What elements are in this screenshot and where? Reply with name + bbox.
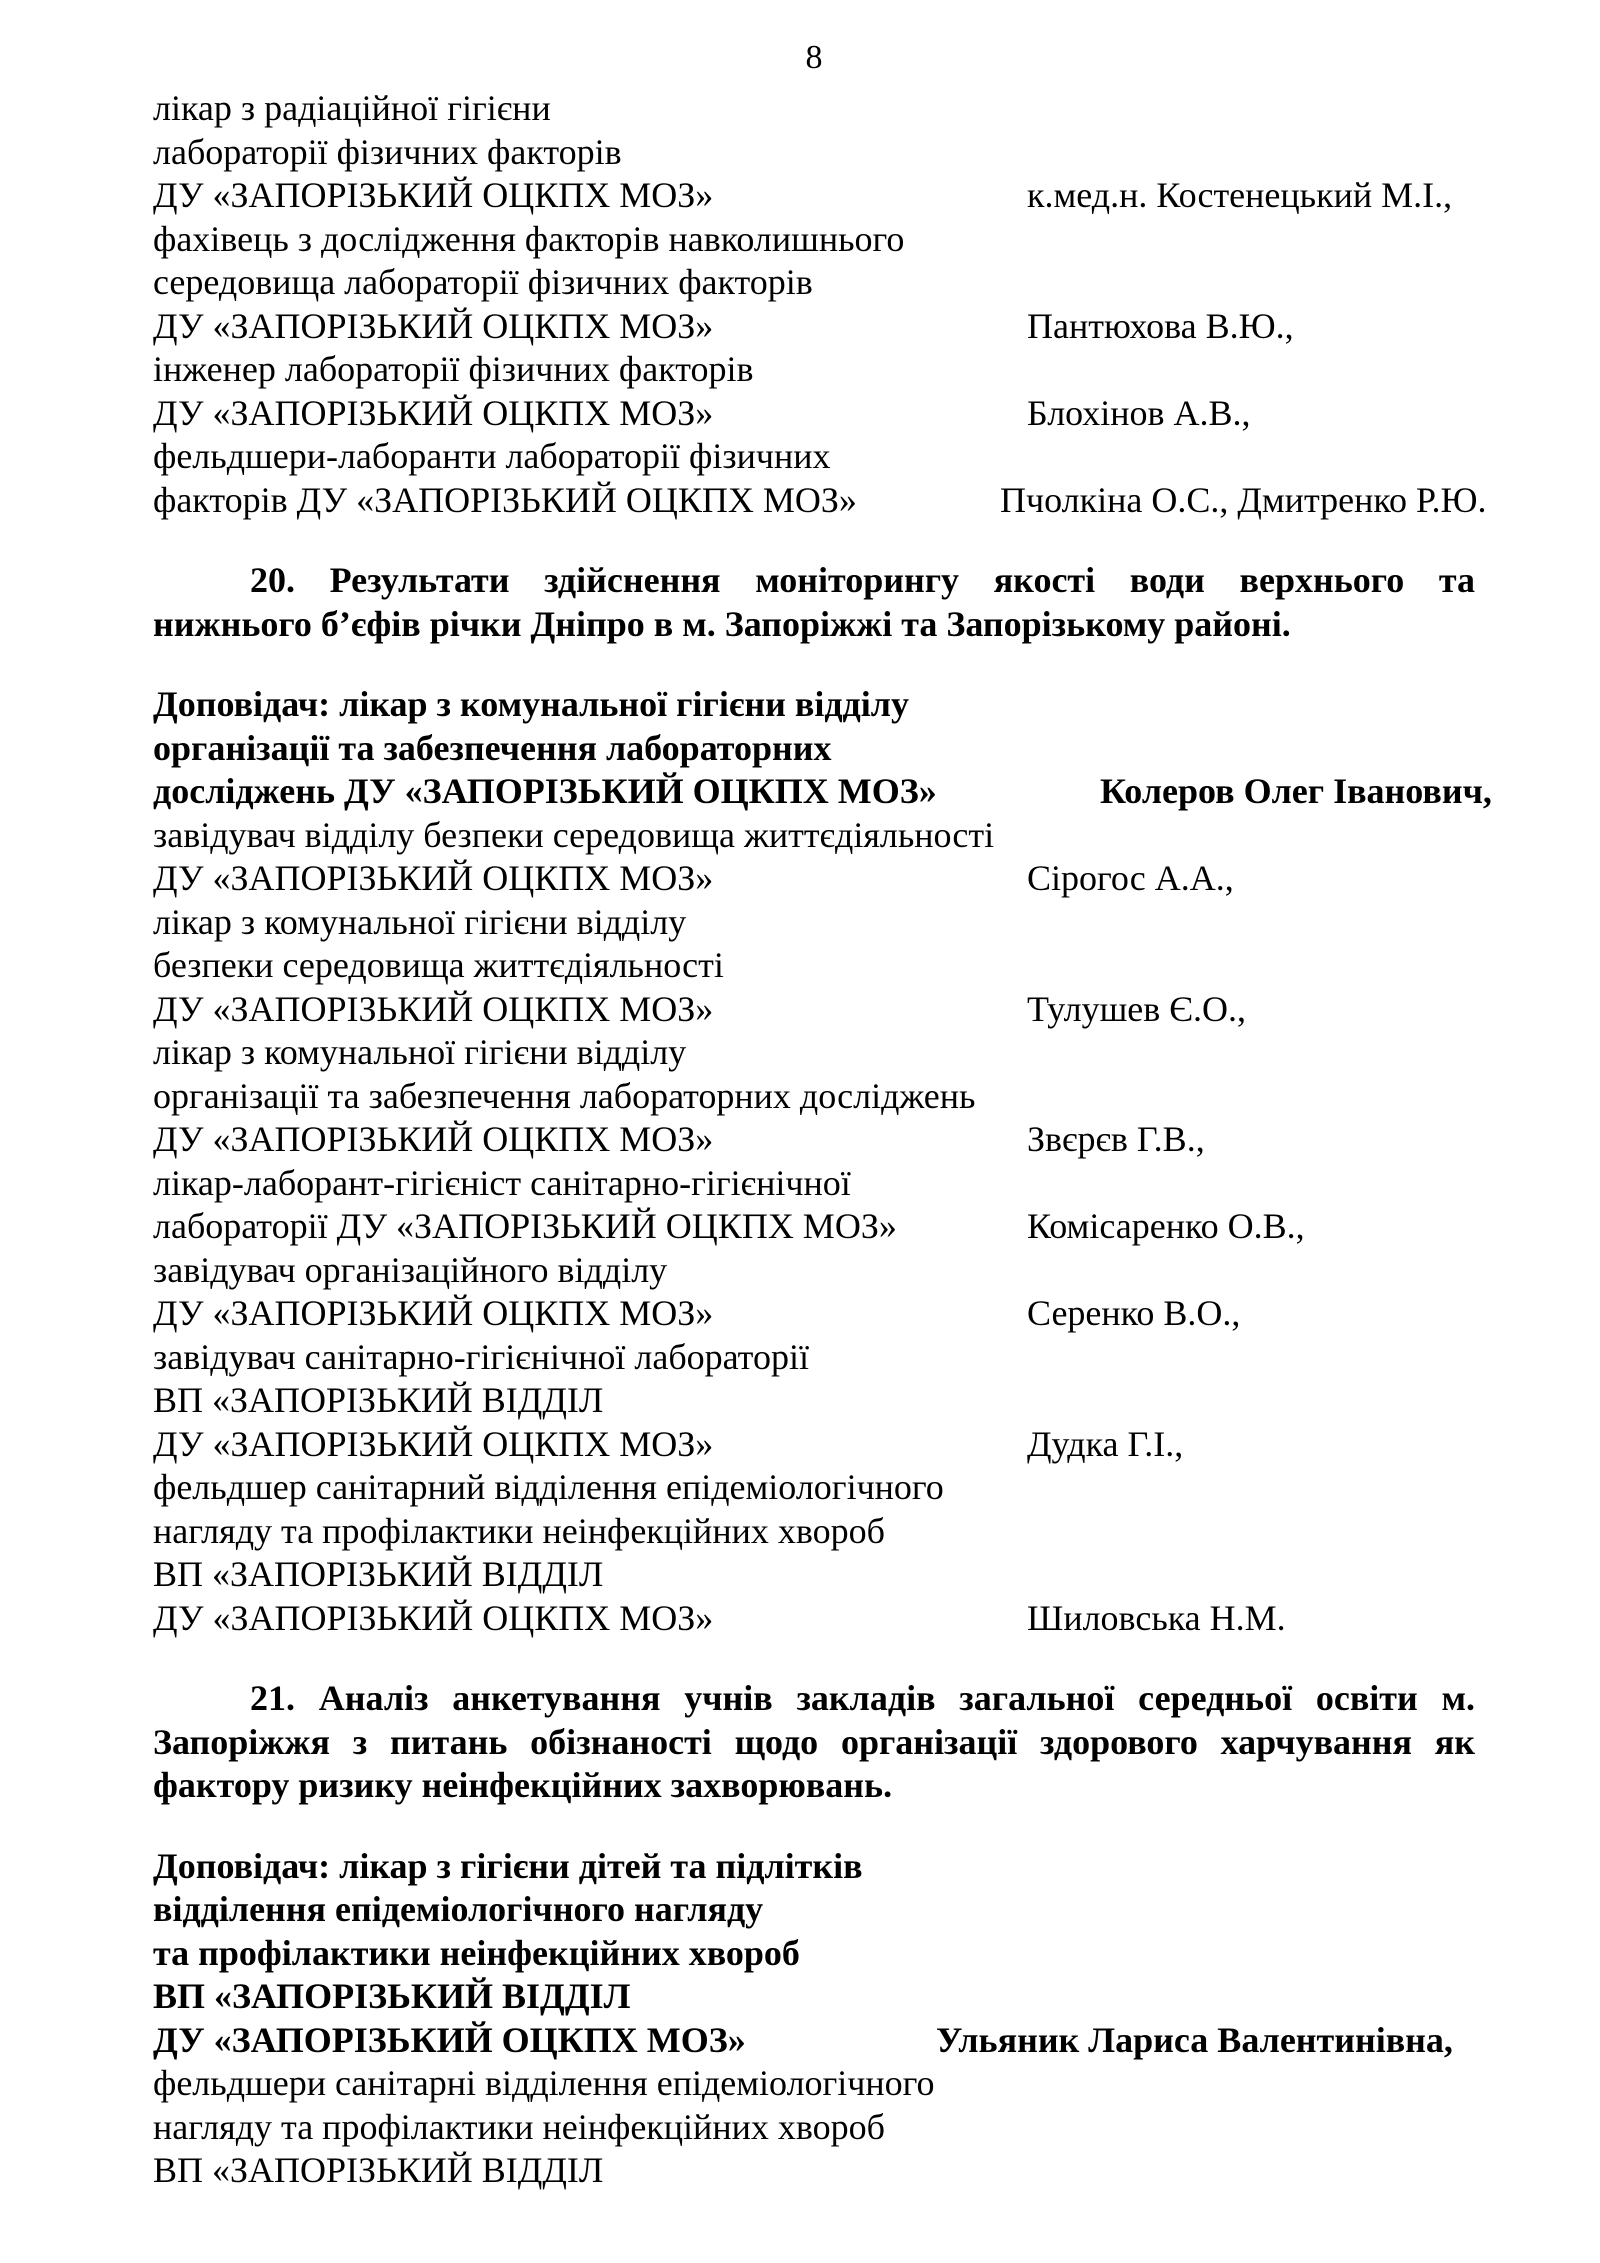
position-text: ВП «ЗАПОРІЗЬКИЙ ВІДДІЛ	[153, 1976, 631, 2016]
person-name: Дудка Г.І.,	[1027, 1423, 1184, 1464]
position-text: лабораторії фізичних факторів	[153, 131, 622, 172]
text-row	[153, 1249, 1475, 1293]
position-text: ДУ «ЗАПОРІЗЬКИЙ ОЦКПХ МОЗ»	[153, 392, 714, 433]
person-name: Колеров Олег Іванович,	[1100, 771, 1492, 811]
text-row	[153, 2149, 1475, 2193]
text-row	[153, 1118, 1475, 1162]
text-row	[153, 901, 1475, 945]
text-row	[153, 435, 1475, 479]
paragraph-line: Запоріжжя з питань обізнаності щодо організації здорового харчування як	[153, 1721, 1475, 1762]
text-row	[153, 261, 1475, 305]
position-text: завідувач організаційного відділу	[153, 1249, 668, 1290]
text-row	[153, 1031, 1475, 1075]
text-row	[153, 1205, 1475, 1249]
text-row	[153, 1888, 1475, 1932]
text-row	[153, 87, 1475, 131]
text-row	[153, 1510, 1475, 1554]
position-text: факторів ДУ «ЗАПОРІЗЬКИЙ ОЦКПХ МОЗ»	[153, 479, 857, 520]
position-text: ДУ «ЗАПОРІЗЬКИЙ ОЦКПХ МОЗ»	[153, 1293, 714, 1333]
text-row	[153, 1553, 1475, 1597]
position-text: завідувач санітарно-гігієнічної лабораторії	[153, 1336, 809, 1377]
speakers-list-item-20	[153, 683, 1492, 1640]
text-row	[153, 988, 1475, 1032]
text-row	[153, 770, 1492, 814]
text-row	[153, 479, 1487, 523]
position-text: Доповідач: лікар з гігієни дітей та підлітків	[153, 1845, 863, 1886]
document-body	[153, 87, 1492, 2193]
text-row	[153, 2106, 1475, 2150]
position-text: завідувач відділу безпеки середовища життєдіяльності	[153, 814, 995, 855]
text-row	[153, 305, 1475, 349]
position-text: ДУ «ЗАПОРІЗЬКИЙ ОЦКПХ МОЗ»	[153, 1423, 714, 1464]
text-row	[153, 727, 1475, 771]
paragraph-line: нижнього б’єфів річки Дніпро в м. Запоріжжі та Запорізькому районі.	[153, 603, 1291, 644]
text-row	[153, 1162, 1475, 1206]
position-text: інженер лабораторії фізичних факторів	[153, 349, 754, 389]
position-text: лікар-лаборант-гігієніст санітарно-гігієнічної	[153, 1162, 851, 1203]
position-text: та профілактики неінфекційних хвороб	[153, 1932, 800, 1973]
position-text: ВП «ЗАПОРІЗЬКИЙ ВІДДІЛ	[153, 1554, 604, 1594]
text-row	[153, 174, 1475, 218]
person-name: Ульяник Лариса Валентинівна,	[936, 2019, 1453, 2060]
position-text: ДУ «ЗАПОРІЗЬКИЙ ОЦКПХ МОЗ»	[153, 2019, 746, 2060]
position-text: безпеки середовища життєдіяльності	[153, 945, 724, 985]
position-text: ВП «ЗАПОРІЗЬКИЙ ВІДДІЛ	[153, 2150, 604, 2190]
text-row	[153, 1975, 1475, 2019]
text-row	[153, 2062, 1475, 2106]
person-name: Комісаренко О.В.,	[1027, 1206, 1305, 1246]
text-row	[153, 131, 1475, 175]
position-text: фельдшери санітарні відділення епідеміологічного	[153, 2063, 935, 2103]
text-row	[153, 1423, 1475, 1467]
agenda-item-21	[153, 1677, 1475, 1808]
text-row	[153, 1336, 1475, 1380]
paragraph-line: фактору ризику неінфекційних захворювань.	[153, 1765, 893, 1805]
position-text: фахівець з дослідження факторів навколишнього	[153, 218, 905, 259]
text-row	[153, 2019, 1475, 2063]
person-name: к.мед.н. Костенецький М.І.,	[1027, 175, 1453, 215]
position-text: ДУ «ЗАПОРІЗЬКИЙ ОЦКПХ МОЗ»	[153, 988, 714, 1029]
agenda-item-20	[153, 559, 1475, 646]
person-name: Шиловська Н.М.	[1027, 1597, 1286, 1638]
page-number: 8	[805, 39, 823, 76]
position-text: нагляду та профілактики неінфекційних хвороб	[153, 1510, 885, 1551]
person-name: Пчолкіна О.С., Дмитренко Р.Ю.	[1000, 479, 1487, 520]
position-text: ДУ «ЗАПОРІЗЬКИЙ ОЦКПХ МОЗ»	[153, 1597, 714, 1638]
position-text: Доповідач: лікар з комунальної гігієни відділу	[153, 684, 909, 724]
text-row	[153, 1466, 1475, 1510]
position-text: ДУ «ЗАПОРІЗЬКИЙ ОЦКПХ МОЗ»	[153, 1119, 714, 1159]
text-row	[153, 1075, 1475, 1119]
position-text: фельдшери-лаборанти лабораторії фізичних	[153, 436, 831, 476]
position-text: лабораторії ДУ «ЗАПОРІЗЬКИЙ ОЦКПХ МОЗ»	[153, 1206, 897, 1246]
person-name: Тулушев Є.О.,	[1027, 988, 1247, 1029]
officials-list-top	[153, 87, 1487, 522]
person-name: Сірогос А.А.,	[1027, 858, 1234, 898]
position-text: лікар з радіаційної гігієни	[153, 88, 551, 128]
position-text: відділення епідеміологічного нагляду	[153, 1889, 764, 1929]
text-row	[153, 944, 1475, 988]
position-text: організації та забезпечення лабораторних	[153, 727, 832, 768]
position-text: ДУ «ЗАПОРІЗЬКИЙ ОЦКПХ МОЗ»	[153, 305, 714, 346]
paragraph-line: 20. Результати здійснення моніторингу якості води верхнього та	[250, 560, 1475, 600]
text-row	[153, 1932, 1475, 1976]
position-text: ДУ «ЗАПОРІЗЬКИЙ ОЦКПХ МОЗ»	[153, 175, 714, 215]
person-name: Серенко В.О.,	[1027, 1293, 1241, 1333]
text-row	[153, 1597, 1475, 1641]
text-row	[153, 1845, 1475, 1889]
text-row	[153, 814, 1475, 858]
text-row	[153, 218, 1475, 262]
paragraph-line: 21. Аналіз анкетування учнів закладів загальної середньої освіти м.	[250, 1678, 1475, 1718]
position-text: ДУ «ЗАПОРІЗЬКИЙ ОЦКПХ МОЗ»	[153, 858, 714, 898]
text-row	[153, 1379, 1475, 1423]
position-text: фельдшер санітарний відділення епідеміологічного	[153, 1467, 944, 1507]
text-row	[153, 1292, 1475, 1336]
person-name: Звєрєв Г.В.,	[1027, 1119, 1205, 1159]
person-name: Блохінов А.В.,	[1027, 392, 1251, 433]
person-name: Пантюхова В.Ю.,	[1027, 305, 1294, 346]
position-text: організації та забезпечення лабораторних досліджень	[153, 1075, 976, 1116]
speakers-list-item-21	[153, 1845, 1475, 2193]
position-text: ВП «ЗАПОРІЗЬКИЙ ВІДДІЛ	[153, 1380, 604, 1420]
text-row	[153, 683, 1475, 727]
text-row	[153, 392, 1475, 436]
position-text: нагляду та профілактики неінфекційних хвороб	[153, 2106, 885, 2147]
position-text: лікар з комунальної гігієни відділу	[153, 901, 687, 942]
position-text: лікар з комунальної гігієни відділу	[153, 1032, 687, 1072]
position-text: досліджень ДУ «ЗАПОРІЗЬКИЙ ОЦКПХ МОЗ»	[153, 771, 937, 811]
position-text: середовища лабораторії фізичних факторів	[153, 262, 813, 302]
text-row	[153, 348, 1475, 392]
text-row	[153, 857, 1475, 901]
